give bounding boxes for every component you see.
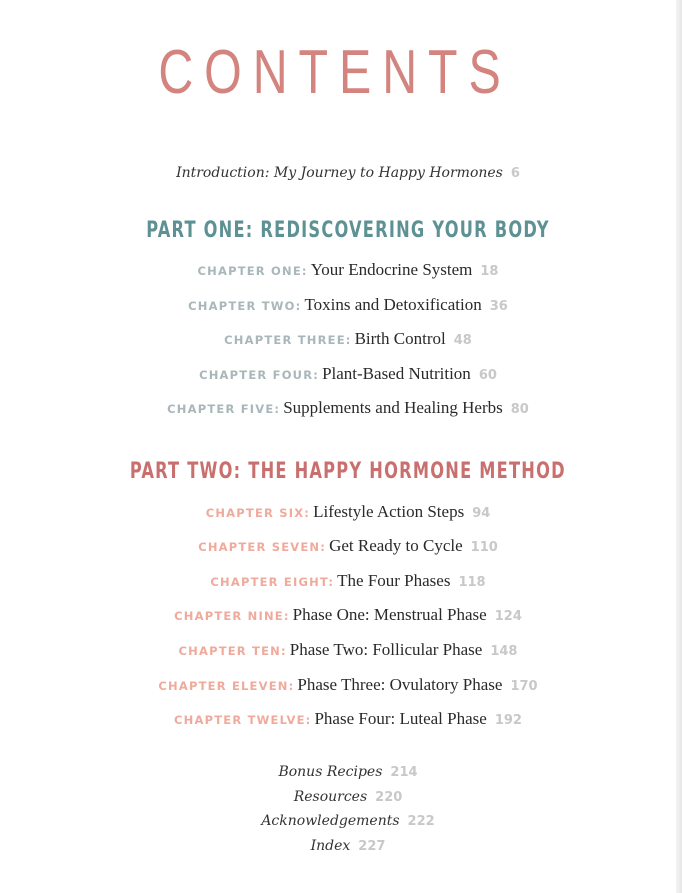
toc-entry-index[interactable] bbox=[0, 837, 682, 855]
page-number: 36 bbox=[489, 299, 508, 314]
toc-entry-chapter-nine[interactable] bbox=[0, 605, 682, 625]
page-number: 220 bbox=[375, 790, 403, 805]
toc-entry-chapter-one[interactable] bbox=[0, 260, 682, 280]
chapter-title: Supplements and Healing Herbs bbox=[283, 398, 503, 417]
chapter-title: Phase Four: Luteal Phase bbox=[314, 709, 487, 728]
chapter-title: The Four Phases bbox=[337, 571, 451, 590]
page-number: 222 bbox=[407, 814, 435, 829]
entry-label: Resources bbox=[293, 789, 368, 805]
chapter-label: CHAPTER ELEVEN: bbox=[158, 679, 295, 693]
chapter-title: Birth Control bbox=[354, 329, 446, 348]
entry-label: Bonus Recipes bbox=[278, 764, 383, 780]
toc-entry-chapter-ten[interactable] bbox=[0, 640, 682, 660]
toc-entry-resources[interactable] bbox=[0, 788, 682, 806]
entry-label: Index bbox=[310, 838, 351, 854]
chapter-label: CHAPTER TEN: bbox=[178, 644, 287, 658]
toc-entry-chapter-three[interactable] bbox=[0, 329, 682, 349]
chapter-title: Your Endocrine System bbox=[310, 260, 473, 279]
page-number: 6 bbox=[510, 166, 520, 181]
page-number: 148 bbox=[490, 644, 518, 659]
toc-entry-chapter-five[interactable] bbox=[0, 398, 682, 418]
toc-entry-introduction[interactable] bbox=[0, 164, 682, 182]
chapter-title: Phase Two: Follicular Phase bbox=[289, 640, 483, 659]
toc-entry-chapter-two[interactable] bbox=[0, 295, 682, 315]
page-number: 110 bbox=[470, 540, 498, 555]
toc-entry-chapter-twelve[interactable] bbox=[0, 709, 682, 729]
chapter-label: CHAPTER SEVEN: bbox=[198, 540, 327, 554]
toc-entry-chapter-eight[interactable] bbox=[0, 571, 682, 591]
page-number: 80 bbox=[510, 402, 529, 417]
chapter-label: CHAPTER THREE: bbox=[224, 333, 352, 347]
toc-entry-chapter-four[interactable] bbox=[0, 364, 682, 384]
toc-entry-chapter-six[interactable] bbox=[0, 502, 682, 522]
chapter-label: CHAPTER ONE: bbox=[197, 264, 308, 278]
part-heading: PART TWO: THE HAPPY HORMONE METHOD bbox=[130, 459, 566, 484]
page-number: 48 bbox=[453, 333, 472, 348]
toc-entry-chapter-seven[interactable] bbox=[0, 536, 682, 556]
chapter-title: Toxins and Detoxification bbox=[304, 295, 482, 314]
page-number: 18 bbox=[480, 264, 499, 279]
page-number: 227 bbox=[358, 839, 386, 854]
chapter-label: CHAPTER NINE: bbox=[174, 609, 290, 623]
entry-label: Introduction: My Journey to Happy Hormones bbox=[176, 165, 503, 181]
chapter-label: CHAPTER TWO: bbox=[188, 299, 302, 313]
page-number: 170 bbox=[510, 679, 538, 694]
chapter-title: Get Ready to Cycle bbox=[329, 536, 463, 555]
chapter-title: Lifestyle Action Steps bbox=[313, 502, 465, 521]
toc-entry-chapter-eleven[interactable] bbox=[0, 675, 682, 695]
part-one-heading bbox=[0, 218, 682, 243]
entry-label: Acknowledgements bbox=[261, 813, 400, 829]
page-number: 214 bbox=[390, 765, 418, 780]
page-number: 118 bbox=[458, 575, 486, 590]
page-number: 192 bbox=[494, 713, 522, 728]
chapter-label: CHAPTER FIVE: bbox=[167, 402, 281, 416]
page-edge-shadow bbox=[676, 0, 682, 893]
page-number: 124 bbox=[494, 609, 522, 624]
toc-entry-bonus-recipes[interactable] bbox=[0, 763, 682, 781]
page-number: 94 bbox=[472, 506, 491, 521]
chapter-label: CHAPTER TWELVE: bbox=[174, 713, 312, 727]
chapter-title: Phase Three: Ovulatory Phase bbox=[297, 675, 503, 694]
chapter-title: Plant-Based Nutrition bbox=[322, 364, 471, 383]
page-title: CONTENTS bbox=[158, 38, 512, 107]
chapter-label: CHAPTER EIGHT: bbox=[210, 575, 335, 589]
page-number: 60 bbox=[478, 368, 497, 383]
toc-entry-acknowledgements[interactable] bbox=[0, 812, 682, 830]
chapter-title: Phase One: Menstrual Phase bbox=[292, 605, 487, 624]
chapter-label: CHAPTER SIX: bbox=[205, 506, 311, 520]
chapter-label: CHAPTER FOUR: bbox=[199, 368, 320, 382]
part-heading: PART ONE: REDISCOVERING YOUR BODY bbox=[146, 218, 550, 243]
part-two-heading bbox=[0, 459, 682, 484]
